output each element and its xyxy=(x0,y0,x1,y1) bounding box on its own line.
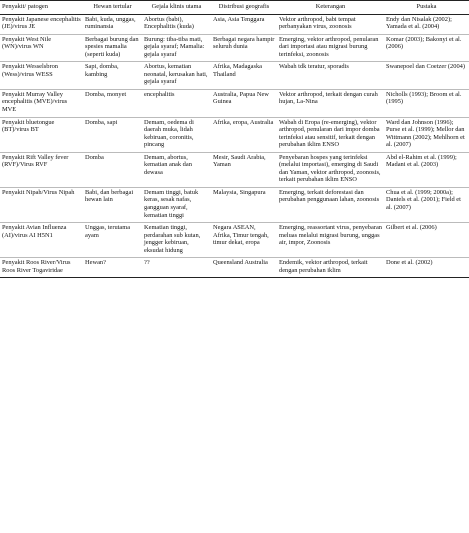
header-row xyxy=(0,1,469,15)
cell-pustaka: Chua et al. (1999; 2000a); Daniels et al. (2001); Field et al. (2007) xyxy=(386,188,461,212)
cell-gejala: encephalitis xyxy=(144,90,175,98)
cell-gejala: Kematian tinggi, perdarahan sub kutan, jengger kebiruan, eksudat hidung xyxy=(144,224,201,254)
cell-distribusi: Malaysia, Singapura xyxy=(213,188,266,196)
table-row xyxy=(0,152,469,187)
cell-keterangan: Vektor arthropod, babi tempat perbanyakan virus, zoonosis xyxy=(279,15,356,31)
cell-distribusi: Australia, Papua New Guinea xyxy=(213,90,269,106)
cell-penyakit: Penyakit Avian Influenza (AI)/virus AI H5N1 xyxy=(2,224,67,239)
cell-keterangan: Emerging, reassortant virus, penyebaran meluas melalui migrasi burung, unggas air, impor, Zoonosis xyxy=(279,224,382,247)
cell-keterangan: Wabah tdk teratur, sporadis xyxy=(279,63,349,71)
table-row xyxy=(0,223,469,258)
cell-distribusi: Afrika, eropa, Australia xyxy=(213,118,274,126)
header-penyakit: Penyakit/ patogen xyxy=(0,1,83,15)
cell-keterangan: Emerging, terkait deforestasi dan perubahan penggunaan lahan, zoonosis xyxy=(279,188,380,204)
header-gejala: Gejala klinis utama xyxy=(142,1,211,15)
header-pustaka: Pustaka xyxy=(384,1,469,15)
cell-hewan: Babi, dan berbagai hewan lain xyxy=(85,188,134,204)
cell-penyakit: Penyakit Nipah/Virus Nipah xyxy=(2,188,75,196)
cell-gejala: Abortus (babi), Encephalitis (kuda) xyxy=(144,15,194,31)
cell-hewan: Domba, sapi xyxy=(85,118,118,126)
header-keterangan: Keterangan xyxy=(277,1,384,15)
table-row xyxy=(0,14,469,34)
cell-keterangan: Emerging, vektor arthropod, penularan dari importasi atau migrasi burung terinfeksi, zoonosis xyxy=(279,35,379,58)
cell-pustaka: Ward dan Johnson (1996); Purse et al. (1999); Mellor dan Wittmann (2002); Mehlhorn et al. (2007) xyxy=(386,118,465,149)
cell-penyakit: Penyakit Rift Valley fever (RVF)/Virus RVF xyxy=(2,153,69,169)
cell-gejala: Demam, oedema di daerah muka, lidah kebiruan, coronitis, pincang xyxy=(144,118,194,149)
table-row xyxy=(0,117,469,152)
cell-hewan: Unggas, terutama ayam xyxy=(85,224,131,239)
table-row xyxy=(0,62,469,90)
cell-gejala: ?? xyxy=(144,259,150,267)
cell-gejala: Demam, abortus, kematian anak dan dewasa xyxy=(144,153,192,176)
cell-pustaka: Endy dan Nisalak (2002); Yamada et al. (2004) xyxy=(386,15,452,31)
table-body xyxy=(0,14,469,278)
cell-distribusi: Afrika, Madagaska Thailand xyxy=(213,63,262,78)
cell-hewan: Babi, kuda, unggas, ruminansia xyxy=(85,15,136,31)
cell-distribusi: Asia, Asia Tenggara xyxy=(213,15,265,23)
cell-gejala: Demam tinggi, batuk keras, sesak nafas, gangguan syaraf, kematian tinggi xyxy=(144,188,199,219)
table-row xyxy=(0,34,469,62)
cell-hewan: Hewan? xyxy=(85,259,106,267)
cell-hewan: Berbagai burung dan spesies mamalia (seperti kuda) xyxy=(85,35,139,58)
cell-hewan: Domba xyxy=(85,153,104,161)
cell-gejala: Burung: tiba-tiba mati, gejala syaraf; Mamalia: gejala syaraf xyxy=(144,35,205,58)
cell-pustaka: Swanepoel dan Coetzer (2004) xyxy=(386,63,465,71)
cell-distribusi: Negara ASEAN, Afrika, Timur tengah, timur dekat, eropa xyxy=(213,224,269,247)
cell-pustaka: Done et al. (2002) xyxy=(386,259,433,267)
cell-penyakit: Penyakit Wesselsbron (Wess)/virus WESS xyxy=(2,63,58,78)
cell-pustaka: Nicholls (1993); Broom et al. (1995) xyxy=(386,90,462,106)
cell-distribusi: Queensland Australia xyxy=(213,259,268,267)
cell-penyakit: Penyakit Murray Valley encephalitis (MVE)/virus MVE xyxy=(2,90,68,114)
cell-penyakit: Penyakit West Nile (WN)/virus WN xyxy=(2,35,52,51)
cell-pustaka: Gilbert et al. (2006) xyxy=(386,224,437,232)
cell-keterangan: Wabah di Eropa (re-emerging), vektor arthropod, penularan dari impor domba terinfeksi atau sensitif, terkait dengan perubahan iklim ENSO xyxy=(279,118,380,149)
table-row xyxy=(0,187,469,222)
table-header xyxy=(0,1,469,15)
cell-hewan: Sapi, domba, kambing xyxy=(85,63,119,78)
header-hewan: Hewan tertular xyxy=(83,1,142,15)
cell-keterangan: Vektor arthropod, terkait dengan curah hujan, La-Nina xyxy=(279,90,378,106)
cell-gejala: Abortus, kematian neonatal, kerusakan hati, gejala syaraf xyxy=(144,63,208,86)
cell-pustaka: Abd el-Rahim et al. (1999); Madani et al. (2003) xyxy=(386,153,457,169)
cell-penyakit: Penyakit bluetongue (BT)/virus BT xyxy=(2,118,55,134)
cell-keterangan: Endemik, vektor arthropod, terkait dengan perubahan iklim xyxy=(279,259,368,274)
cell-distribusi: Mesir, Saudi Arabia, Yaman xyxy=(213,153,266,169)
header-distribusi: Distribusi geografis xyxy=(211,1,277,15)
cell-keterangan: Penyebaran hospes yang terinfeksi (melalui importasi), emerging di Saudi dan Yaman, vektor arthropod, zoonosis, terkait perubahan iklim ENSO xyxy=(279,153,381,184)
cell-penyakit: Penyakit Japanese encephalitis (JE)/virus JE xyxy=(2,15,81,31)
cell-penyakit: Penyakit Roos River/Virus Roos River Togaviridae xyxy=(2,259,71,274)
table-row xyxy=(0,89,469,117)
cell-pustaka: Komar (2003); Bakonyi et al. (2006) xyxy=(386,35,462,51)
cell-hewan: Domba, monyet xyxy=(85,90,127,98)
cell-distribusi: Berbagai negara hampir seluruh dunia xyxy=(213,35,275,51)
table-row xyxy=(0,258,469,278)
